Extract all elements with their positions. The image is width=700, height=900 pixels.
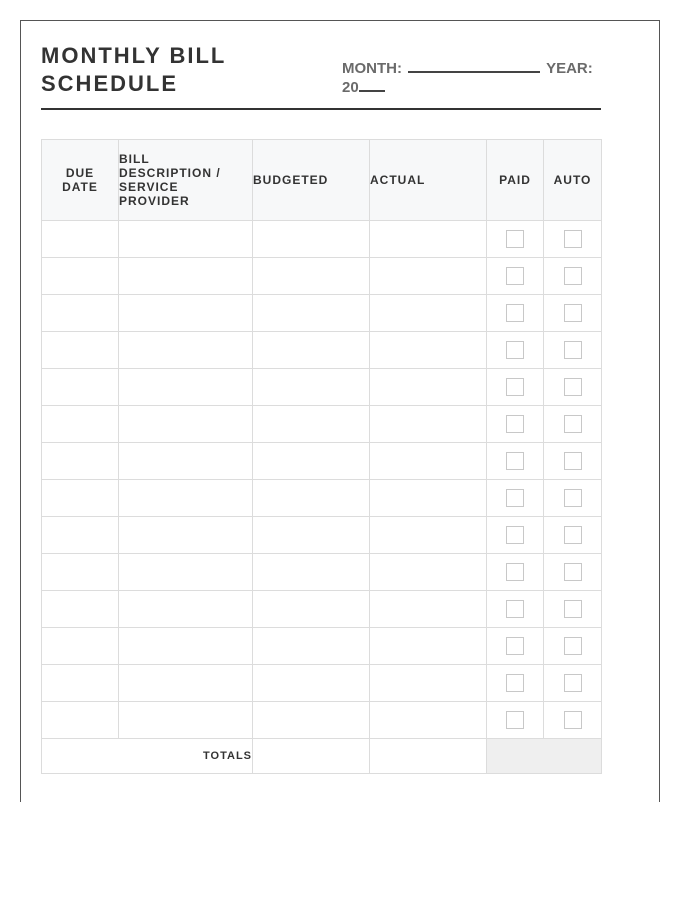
- totals-shaded-cell: [487, 739, 602, 774]
- actual-cell[interactable]: [370, 332, 487, 369]
- auto-cell[interactable]: [544, 517, 602, 554]
- auto-cell[interactable]: [544, 295, 602, 332]
- due-date-cell[interactable]: [42, 702, 119, 739]
- auto-checkbox[interactable]: [564, 267, 582, 285]
- table-row: [42, 258, 602, 295]
- table-row: [42, 591, 602, 628]
- year-label: YEAR:: [546, 60, 593, 77]
- paid-checkbox[interactable]: [506, 415, 524, 433]
- auto-checkbox[interactable]: [564, 489, 582, 507]
- col-paid: PAID: [487, 140, 544, 221]
- col-auto: AUTO: [544, 140, 602, 221]
- paid-cell[interactable]: [487, 443, 544, 480]
- description-cell[interactable]: [119, 406, 253, 443]
- totals-budgeted-cell[interactable]: [253, 739, 370, 774]
- auto-checkbox[interactable]: [564, 526, 582, 544]
- budgeted-cell[interactable]: [253, 221, 370, 258]
- budgeted-cell[interactable]: [253, 369, 370, 406]
- table-row: [42, 443, 602, 480]
- actual-cell[interactable]: [370, 628, 487, 665]
- budgeted-cell[interactable]: [253, 628, 370, 665]
- paid-cell[interactable]: [487, 480, 544, 517]
- due-date-cell[interactable]: [42, 221, 119, 258]
- paid-cell[interactable]: [487, 591, 544, 628]
- auto-cell[interactable]: [544, 332, 602, 369]
- month-label: MONTH:: [342, 60, 402, 77]
- description-cell[interactable]: [119, 258, 253, 295]
- due-date-cell[interactable]: [42, 517, 119, 554]
- page-title: [41, 42, 321, 98]
- budgeted-cell[interactable]: [253, 665, 370, 702]
- desc-line-3: SERVICE: [119, 180, 179, 194]
- auto-checkbox[interactable]: [564, 304, 582, 322]
- description-cell[interactable]: [119, 480, 253, 517]
- budgeted-cell[interactable]: [253, 591, 370, 628]
- paid-cell[interactable]: [487, 332, 544, 369]
- table-row: [42, 665, 602, 702]
- auto-cell[interactable]: [544, 665, 602, 702]
- auto-cell[interactable]: [544, 221, 602, 258]
- auto-checkbox[interactable]: [564, 378, 582, 396]
- table-row: [42, 332, 602, 369]
- auto-cell[interactable]: [544, 480, 602, 517]
- table-row: [42, 480, 602, 517]
- auto-checkbox[interactable]: [564, 711, 582, 729]
- actual-cell[interactable]: [370, 480, 487, 517]
- paid-cell[interactable]: [487, 702, 544, 739]
- auto-cell[interactable]: [544, 258, 602, 295]
- auto-cell[interactable]: [544, 554, 602, 591]
- description-cell[interactable]: [119, 665, 253, 702]
- table-row: [42, 295, 602, 332]
- actual-cell[interactable]: [370, 295, 487, 332]
- paid-cell[interactable]: [487, 554, 544, 591]
- paid-checkbox[interactable]: [506, 378, 524, 396]
- year-blank[interactable]: [359, 78, 385, 92]
- auto-checkbox[interactable]: [564, 452, 582, 470]
- actual-cell[interactable]: [370, 517, 487, 554]
- due-line-2: DATE: [62, 180, 98, 194]
- budgeted-cell[interactable]: [253, 443, 370, 480]
- table-row: [42, 702, 602, 739]
- actual-cell[interactable]: [370, 665, 487, 702]
- budgeted-cell[interactable]: [253, 332, 370, 369]
- totals-label: TOTALS: [42, 739, 253, 774]
- budgeted-cell[interactable]: [253, 702, 370, 739]
- paid-cell[interactable]: [487, 517, 544, 554]
- description-cell[interactable]: [119, 554, 253, 591]
- description-cell[interactable]: [119, 332, 253, 369]
- auto-cell[interactable]: [544, 702, 602, 739]
- col-budgeted: BUDGETED: [253, 140, 370, 221]
- auto-cell[interactable]: [544, 591, 602, 628]
- paid-cell[interactable]: [487, 258, 544, 295]
- due-date-cell[interactable]: [42, 554, 119, 591]
- title-line-2: SCHEDULE: [41, 71, 179, 96]
- due-date-cell[interactable]: [42, 665, 119, 702]
- bill-rows: [42, 221, 602, 739]
- actual-cell[interactable]: [370, 443, 487, 480]
- paid-checkbox[interactable]: [506, 452, 524, 470]
- paid-checkbox[interactable]: [506, 230, 524, 248]
- paid-cell[interactable]: [487, 369, 544, 406]
- paid-checkbox[interactable]: [506, 304, 524, 322]
- auto-checkbox[interactable]: [564, 230, 582, 248]
- description-cell[interactable]: [119, 591, 253, 628]
- title-line-1: MONTHLY BILL: [41, 43, 227, 68]
- description-cell[interactable]: [119, 369, 253, 406]
- paid-cell[interactable]: [487, 221, 544, 258]
- table-row: [42, 406, 602, 443]
- auto-checkbox[interactable]: [564, 600, 582, 618]
- paid-cell[interactable]: [487, 665, 544, 702]
- table-row: [42, 221, 602, 258]
- col-actual: ACTUAL: [370, 140, 487, 221]
- table-row: [42, 517, 602, 554]
- due-date-cell[interactable]: [42, 443, 119, 480]
- auto-checkbox[interactable]: [564, 674, 582, 692]
- budgeted-cell[interactable]: [253, 258, 370, 295]
- budgeted-cell[interactable]: [253, 517, 370, 554]
- actual-cell[interactable]: [370, 591, 487, 628]
- auto-cell[interactable]: [544, 406, 602, 443]
- table-row: [42, 628, 602, 665]
- paid-checkbox[interactable]: [506, 637, 524, 655]
- month-blank[interactable]: [408, 59, 540, 73]
- paid-checkbox[interactable]: [506, 563, 524, 581]
- actual-cell[interactable]: [370, 258, 487, 295]
- paid-checkbox[interactable]: [506, 711, 524, 729]
- auto-checkbox[interactable]: [564, 341, 582, 359]
- due-date-cell[interactable]: [42, 258, 119, 295]
- due-date-cell[interactable]: [42, 591, 119, 628]
- description-cell[interactable]: [119, 221, 253, 258]
- totals-actual-cell[interactable]: [370, 739, 487, 774]
- due-line-1: DUE: [65, 166, 95, 180]
- paid-checkbox[interactable]: [506, 526, 524, 544]
- due-date-cell[interactable]: [42, 480, 119, 517]
- description-cell[interactable]: [119, 628, 253, 665]
- year-prefix: 20: [342, 79, 359, 96]
- actual-cell[interactable]: [370, 406, 487, 443]
- month-year-field: [342, 59, 604, 97]
- paid-cell[interactable]: [487, 628, 544, 665]
- desc-line-1: BILL: [119, 152, 150, 166]
- due-date-cell[interactable]: [42, 369, 119, 406]
- actual-cell[interactable]: [370, 369, 487, 406]
- document-header: [41, 40, 601, 110]
- auto-checkbox[interactable]: [564, 415, 582, 433]
- actual-cell[interactable]: [370, 702, 487, 739]
- table-header-row: [42, 140, 602, 221]
- table-row: [42, 369, 602, 406]
- bill-table: [41, 139, 602, 774]
- paid-checkbox[interactable]: [506, 674, 524, 692]
- description-cell[interactable]: [119, 443, 253, 480]
- col-bill-description: [119, 140, 253, 221]
- paid-cell[interactable]: [487, 295, 544, 332]
- due-date-cell[interactable]: [42, 406, 119, 443]
- paid-checkbox[interactable]: [506, 341, 524, 359]
- due-date-cell[interactable]: [42, 295, 119, 332]
- desc-line-2: DESCRIPTION /: [119, 166, 221, 180]
- description-cell[interactable]: [119, 517, 253, 554]
- auto-checkbox[interactable]: [564, 563, 582, 581]
- description-cell[interactable]: [119, 702, 253, 739]
- budgeted-cell[interactable]: [253, 480, 370, 517]
- description-cell[interactable]: [119, 295, 253, 332]
- actual-cell[interactable]: [370, 221, 487, 258]
- due-date-cell[interactable]: [42, 332, 119, 369]
- auto-cell[interactable]: [544, 443, 602, 480]
- desc-line-4: PROVIDER: [119, 194, 190, 208]
- budgeted-cell[interactable]: [253, 406, 370, 443]
- auto-cell[interactable]: [544, 628, 602, 665]
- budgeted-cell[interactable]: [253, 554, 370, 591]
- auto-cell[interactable]: [544, 369, 602, 406]
- actual-cell[interactable]: [370, 554, 487, 591]
- paid-checkbox[interactable]: [506, 489, 524, 507]
- due-date-cell[interactable]: [42, 628, 119, 665]
- totals-row: [42, 739, 602, 774]
- col-due-date: [42, 140, 119, 221]
- auto-checkbox[interactable]: [564, 637, 582, 655]
- table-row: [42, 554, 602, 591]
- paid-checkbox[interactable]: [506, 600, 524, 618]
- budgeted-cell[interactable]: [253, 295, 370, 332]
- paid-checkbox[interactable]: [506, 267, 524, 285]
- paid-cell[interactable]: [487, 406, 544, 443]
